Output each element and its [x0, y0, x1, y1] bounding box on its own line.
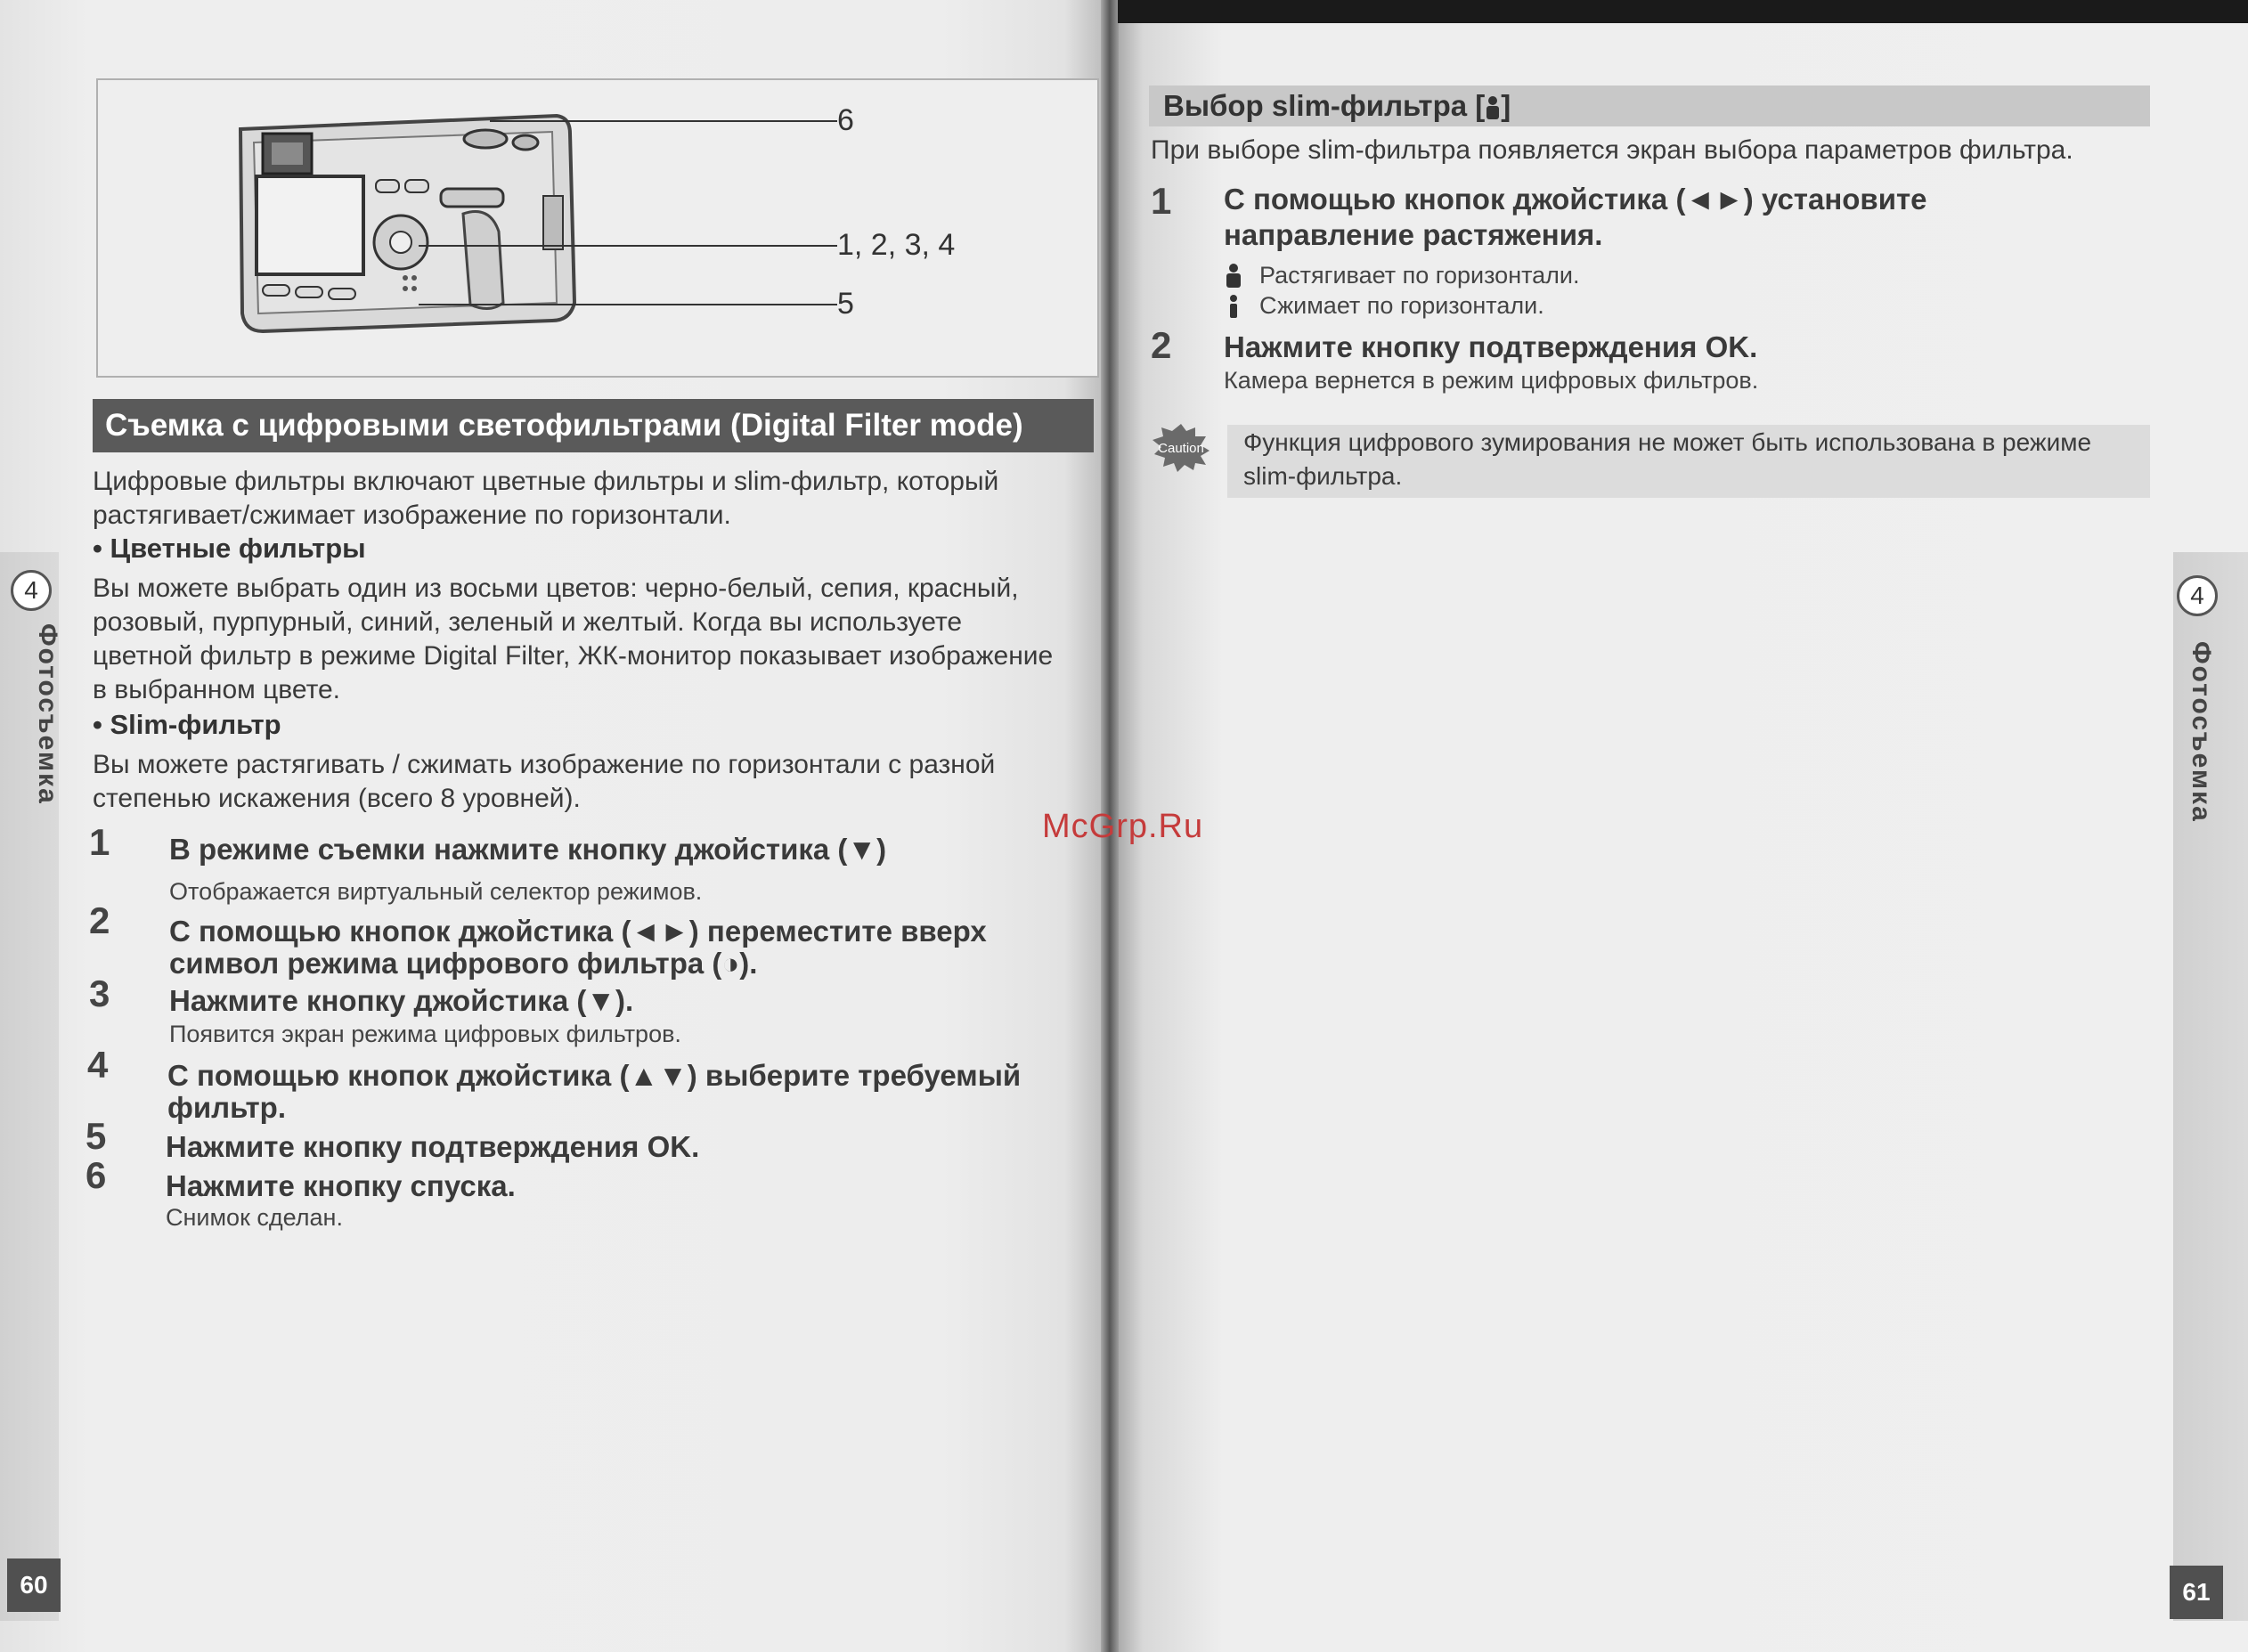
step-1-note: Отображается виртуальный селектор режимов. — [169, 878, 703, 905]
chapter-number-left: 4 — [11, 570, 52, 611]
step-3-title: Нажмите кнопку джойстика (▼). — [169, 984, 634, 1017]
camera-diagram — [96, 78, 1099, 378]
step-2-number: 2 — [89, 899, 110, 941]
slim-person-icon — [1485, 95, 1501, 120]
color-filters-line-1: Вы можете выбрать один из восьми цветов: черно-белый, сепия, красный, — [93, 574, 1019, 603]
color-filters-line-4: в выбранном цвете. — [93, 675, 340, 704]
page-number-right: 61 — [2170, 1566, 2223, 1619]
slim-title-text: Выбор slim-фильтра [ — [1163, 89, 1486, 122]
watermark: McGrp.Ru — [1042, 808, 1204, 845]
option-shrink: Сжимает по горизонтали. — [1259, 292, 1544, 319]
callout-shutter: 6 — [837, 103, 854, 137]
slim-title-end: ] — [1501, 89, 1511, 122]
caution-icon-label: Caution — [1158, 441, 1204, 456]
slim-step-2-note: Камера вернется в режим цифровых фильтров. — [1224, 367, 1759, 394]
step-2-title-cont: символ режима цифрового фильтра (◑). — [169, 947, 758, 980]
caution-line-2: slim-фильтра. — [1243, 462, 1403, 490]
callout-joystick: 1, 2, 3, 4 — [837, 228, 956, 262]
step-1-number: 1 — [89, 821, 110, 863]
step-4-number: 4 — [87, 1044, 109, 1086]
scan-edge — [1118, 0, 2248, 23]
caution-line-1: Функция цифрового зумирования не может быть использована в режиме — [1243, 428, 2092, 456]
color-filters-heading: • Цветные фильтры — [93, 533, 366, 564]
step-4-title: С помощью кнопок джойстика (▲▼) выберите требуемый — [167, 1059, 1022, 1092]
caution-icon — [1151, 422, 1211, 472]
slim-filter-heading: • Slim-фильтр — [93, 709, 281, 740]
color-filters-line-2: розовый, пурпурный, синий, зеленый и желтый. Когда вы используете — [93, 607, 963, 637]
step-2-title: С помощью кнопок джойстика (◄►) переместите вверх — [169, 915, 987, 948]
page-number-left: 60 — [7, 1558, 61, 1612]
chapter-label-left: Фотосъемка — [33, 623, 62, 805]
slim-filter-line-1: Вы можете растягивать / сжимать изображение по горизонтали с разной — [93, 750, 996, 779]
step-1-title: В режиме съемки нажмите кнопку джойстика (▼) — [169, 833, 887, 866]
step-5-number: 5 — [86, 1115, 107, 1157]
chapter-number-right: 4 — [2177, 575, 2218, 616]
intro-line-2: растягивает/сжимает изображение по горизонтали. — [93, 500, 731, 530]
step-3-number: 3 — [89, 972, 110, 1014]
slim-step-2-number: 2 — [1151, 324, 1172, 366]
slim-step-1-title: С помощью кнопок джойстика (◄►) установите — [1224, 183, 1927, 216]
step-6-title: Нажмите кнопку спуска. — [166, 1169, 516, 1202]
slim-step-1-title-cont: направление растяжения. — [1224, 218, 1603, 251]
slim-filter-line-2: степенью искажения (всего 8 уровней). — [93, 784, 581, 813]
callout-ok: 5 — [837, 287, 854, 321]
option-stretch: Растягивает по горизонтали. — [1259, 262, 1580, 289]
step-6-note: Снимок сделан. — [166, 1204, 343, 1231]
step-5-title: Нажмите кнопку подтверждения OK. — [166, 1130, 700, 1163]
slim-intro: При выборе slim-фильтра появляется экран выбора параметров фильтра. — [1151, 135, 2073, 165]
slim-step-1-number: 1 — [1151, 180, 1172, 222]
section-title-digital-filter: Съемка с цифровыми светофильтрами (Digital Filter mode) — [93, 399, 1094, 452]
step-4-title-cont: фильтр. — [167, 1091, 286, 1124]
chapter-label-right: Фотосъемка — [2187, 641, 2216, 823]
step-6-number: 6 — [86, 1154, 107, 1196]
section-title-slim-filter — [1149, 85, 2150, 126]
shrink-person-icon — [1227, 294, 1240, 319]
step-3-note: Появится экран режима цифровых фильтров. — [169, 1021, 681, 1047]
color-filters-line-3: цветной фильтр в режиме Digital Filter, ЖК-монитор показывает изображение — [93, 641, 1054, 671]
stretch-person-icon — [1226, 264, 1242, 289]
intro-line-1: Цифровые фильтры включают цветные фильтры и slim-фильтр, который — [93, 467, 999, 496]
slim-step-2-title: Нажмите кнопку подтверждения OK. — [1224, 330, 1758, 363]
